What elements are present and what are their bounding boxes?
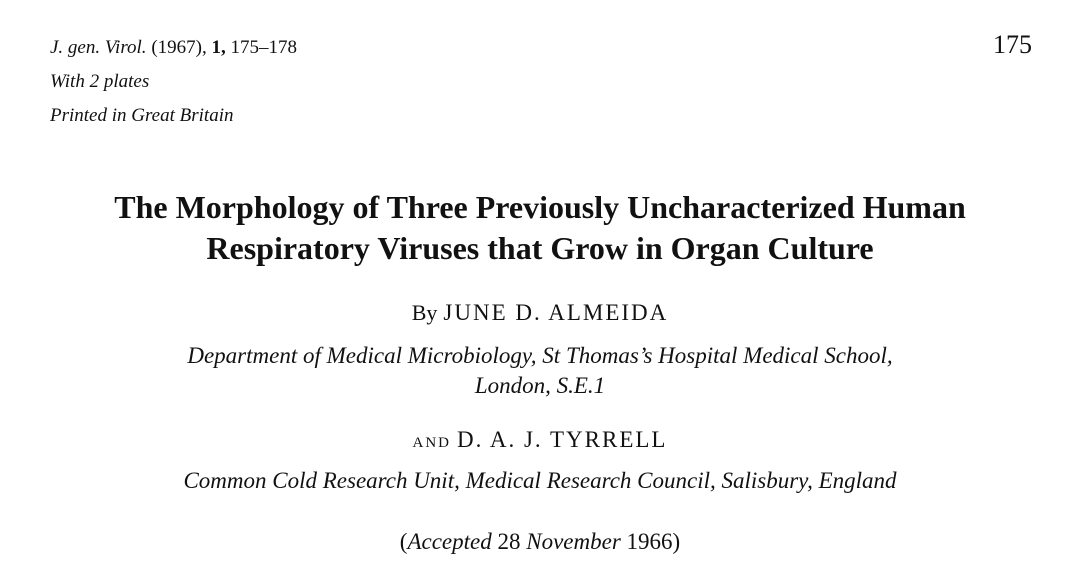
author-2-line <box>0 425 1080 455</box>
accepted-close-paren: ) <box>672 529 681 554</box>
accepted-word: Accepted <box>407 529 492 554</box>
article-title <box>0 187 1080 269</box>
accepted-year: 1966 <box>626 529 673 554</box>
accepted-date <box>0 527 1080 557</box>
author-1-line <box>0 298 1080 328</box>
author-1-prefix: By <box>411 300 438 325</box>
author-1-affiliation-line-2: London, S.E.1 <box>474 373 606 398</box>
citation-line <box>50 31 297 65</box>
author-1-name: JUNE D. ALMEIDA <box>443 300 669 325</box>
journal-header <box>50 31 297 133</box>
title-line-1: The Morphology of Three Previously Uncharacterized Human <box>114 189 966 225</box>
journal-abbrev: J. gen. Virol. <box>50 37 147 58</box>
author-1-affiliation-line-1: Department of Medical Microbiology, St Thomas’s Hospital Medical School, <box>187 343 893 368</box>
printed-note: Printed in Great Britain <box>50 105 234 126</box>
author-2-affiliation <box>0 466 1080 496</box>
page-number: 175 <box>993 30 1032 59</box>
author-2-name: D. A. J. TYRRELL <box>457 427 668 452</box>
citation-volume: 1, <box>211 37 226 58</box>
accepted-open-paren: ( <box>399 529 408 554</box>
author-1-affiliation <box>0 341 1080 401</box>
title-line-2: Respiratory Viruses that Grow in Organ Culture <box>206 230 874 266</box>
citation-year: (1967), <box>151 37 207 58</box>
citation-pages: 175–178 <box>230 37 297 58</box>
accepted-month: November <box>526 529 621 554</box>
author-2-affiliation-line: Common Cold Research Unit, Medical Research Council, Salisbury, England <box>183 468 897 493</box>
plates-note: With 2 plates <box>50 71 150 92</box>
author-2-prefix: and <box>412 427 451 452</box>
accepted-day: 28 <box>497 529 521 554</box>
